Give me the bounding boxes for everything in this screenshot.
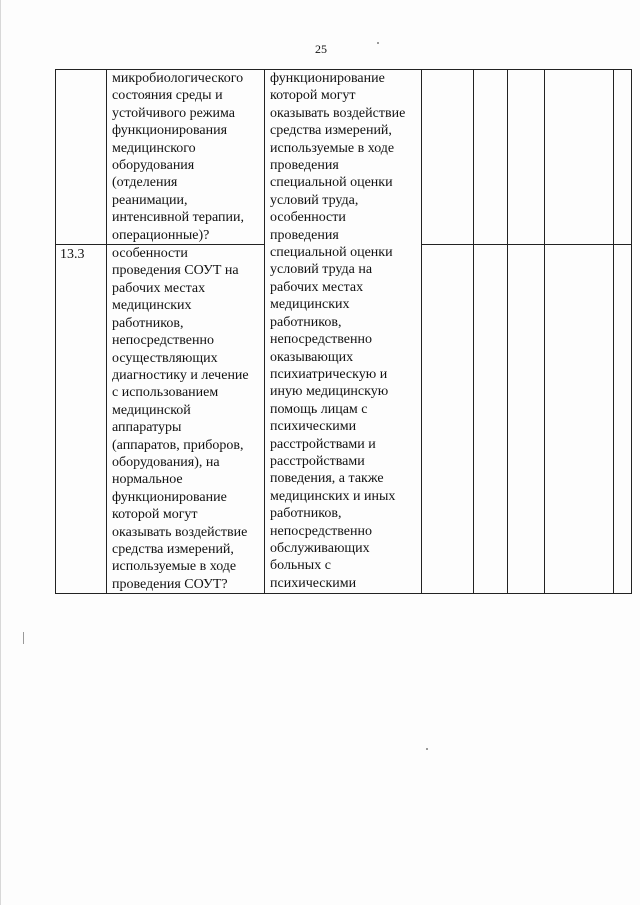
- question-cell: [107, 70, 265, 245]
- item-number-cell: 13.3: [56, 245, 107, 594]
- question-text: микробиологического состояния среды и устойчивого режима функционирования медицинского оборудования (отделения реанимации, интенсивной терапии, операционные)?: [112, 71, 244, 243]
- answer-cell-not-applicable: [508, 245, 545, 594]
- scan-speck: [426, 748, 428, 750]
- scan-speck: [377, 42, 379, 44]
- answer-cell-yes: [422, 245, 474, 594]
- answer-cell-no: [474, 245, 508, 594]
- extra-cell: [614, 245, 632, 594]
- scan-speck: [23, 632, 24, 644]
- requisites-text: функционирование которой могут оказывать воздействие средства измерений, используемые в ходе проведения специальной оценки условий труда, особенности проведения специальной оценки условий труда на рабочих местах медицинских работников, непосредственно оказывающих психиатрическую и иную медицинскую помощь лицам с психическими расстройствами и расстройствами поведения, а также медицинских и иных работников, непосредственно обслуживающих больных с психическими: [270, 71, 406, 591]
- table-row: [56, 70, 632, 245]
- requisites-cell: [265, 70, 422, 594]
- item-number-cell: [56, 70, 107, 245]
- answer-cell-no: [474, 70, 508, 245]
- extra-cell: [614, 70, 632, 245]
- answer-cell-yes: [422, 70, 474, 245]
- checklist-table: [55, 69, 632, 594]
- note-cell: [545, 245, 614, 594]
- note-cell: [545, 70, 614, 245]
- answer-cell-not-applicable: [508, 70, 545, 245]
- question-cell: [107, 245, 265, 594]
- question-text: особенности проведения СОУТ на рабочих местах медицинских работников, непосредственно осуществляющих диагностику и лечение с использованием медицинской аппаратуры (аппаратов, приборов, оборудования), на нормальное функционирование которой могут оказывать воздействие средства измерений, используемые в ходе проведения СОУТ?: [112, 246, 249, 592]
- page-number: 25: [315, 42, 327, 56]
